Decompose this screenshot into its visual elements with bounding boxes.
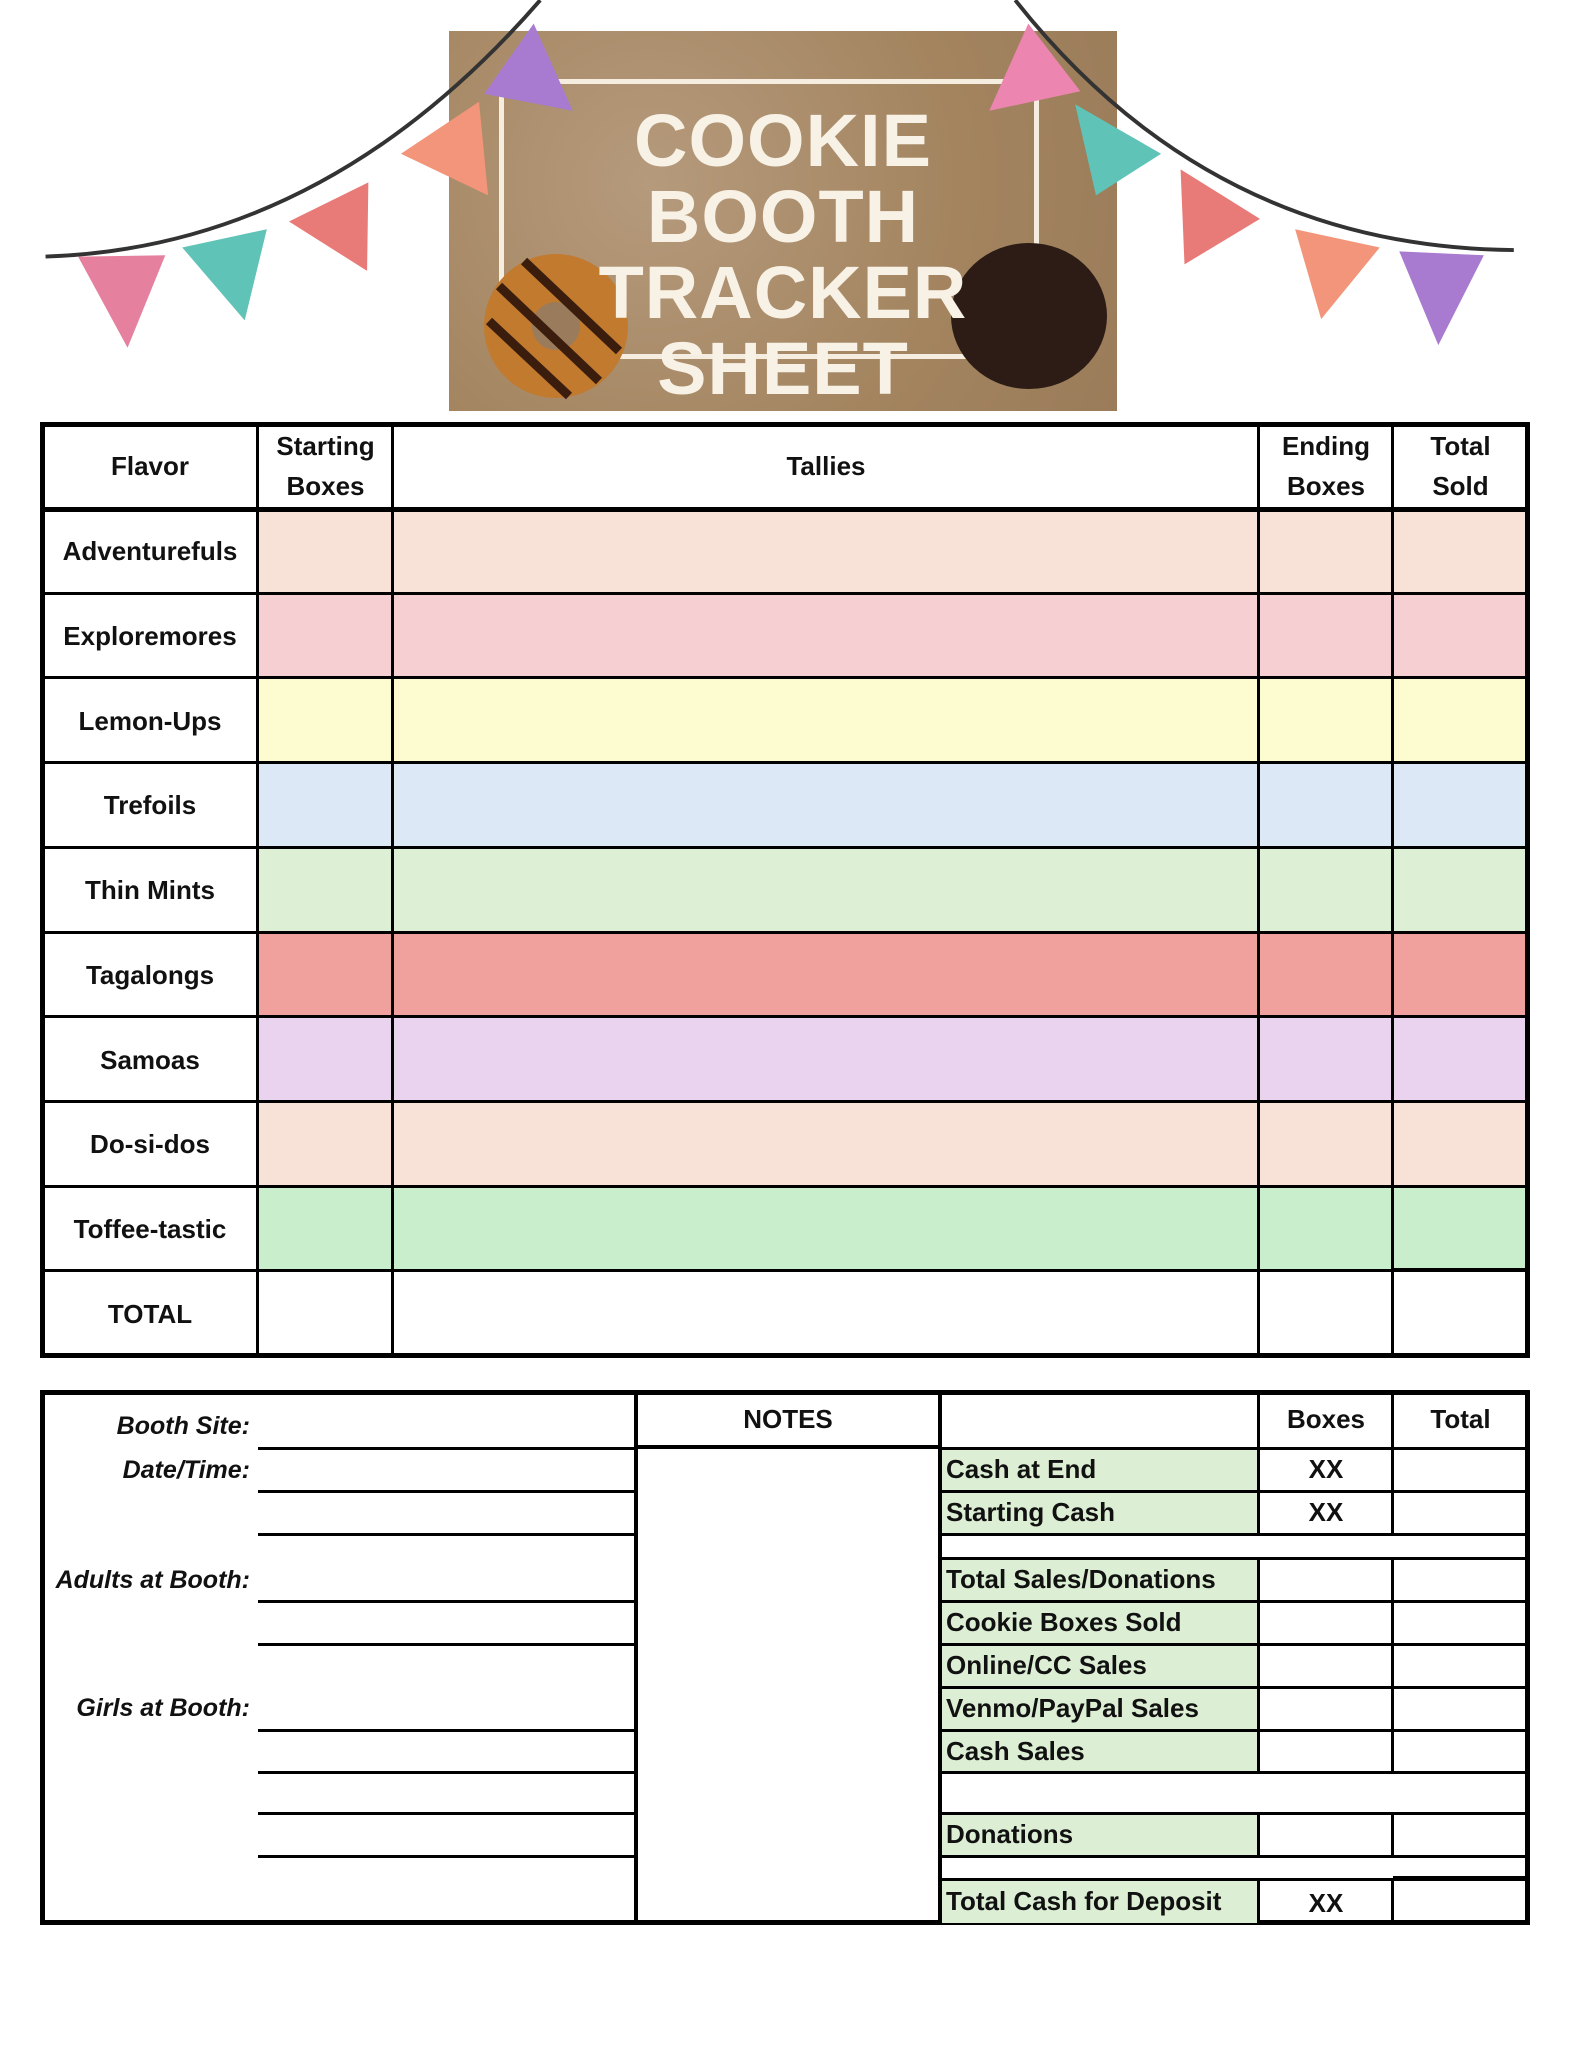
flavor-label: Trefoils [103, 790, 197, 821]
write-in-line [258, 1729, 636, 1732]
donations-label: Donations [942, 1814, 1257, 1855]
starting-boxes-cell[interactable] [258, 678, 393, 763]
col-boxes: Boxes [1286, 1403, 1366, 1434]
row-divider [42, 1269, 1528, 1272]
column-divider [1391, 422, 1394, 1358]
tallies-cell[interactable] [393, 1102, 1259, 1187]
section-divider [40, 1390, 45, 1925]
section-divider [634, 1390, 638, 1925]
row-divider [42, 1185, 1528, 1188]
summary-column-divider [1391, 1557, 1394, 1771]
row-divider [42, 676, 1528, 679]
header-total-sold [1393, 422, 1528, 509]
write-in-line [258, 1855, 636, 1858]
flavor-label: Samoas [100, 1044, 200, 1075]
summary-total-input[interactable] [1395, 1602, 1523, 1642]
ending-boxes-cell[interactable] [1259, 848, 1393, 933]
flavor-label: Exploremores [63, 621, 237, 652]
total-sold-cell[interactable] [1393, 848, 1528, 933]
booth-site-label: Booth Site: [116, 1412, 250, 1440]
section-border [42, 1920, 1528, 1925]
write-in-line [258, 1600, 636, 1603]
row-divider [42, 507, 1528, 512]
starting-boxes-cell[interactable] [258, 1017, 393, 1102]
column-divider [256, 422, 259, 1358]
header-ending-boxes [1259, 422, 1393, 509]
cash-at-end-boxes: XX [1308, 1454, 1344, 1484]
header-ending-line1: Ending [1281, 430, 1371, 461]
title-line-1: COOKIE BOOTH [634, 99, 932, 258]
cash-sales-label: Cash Sales [942, 1731, 1257, 1771]
summary-line [940, 1771, 1528, 1774]
summary-total-input[interactable] [1395, 1559, 1523, 1599]
tallies-cell[interactable] [393, 1017, 1259, 1102]
summary-column-divider [1257, 1390, 1260, 1533]
tallies-cell[interactable] [393, 763, 1259, 848]
total-cash-boxes: XX [1308, 1888, 1344, 1918]
banner-title [509, 99, 1057, 410]
summary-total-input[interactable] [1395, 1645, 1523, 1685]
header-starting-line1: Starting [276, 430, 375, 461]
summary-total-input[interactable] [1395, 1449, 1523, 1489]
ending-boxes-cell[interactable] [1259, 1271, 1393, 1356]
column-divider [391, 422, 394, 1358]
total-sold-cell[interactable] [1393, 763, 1528, 848]
starting-boxes-cell[interactable] [258, 594, 393, 679]
summary-total-input[interactable] [1395, 1492, 1523, 1532]
flavor-label: Thin Mints [85, 875, 215, 906]
tallies-cell[interactable] [393, 509, 1259, 594]
total-cash-label: Total Cash for Deposit [942, 1880, 1257, 1923]
write-in-line [258, 1771, 636, 1774]
tallies-cell[interactable] [393, 933, 1259, 1018]
header-flavor: Flavor [110, 450, 190, 481]
total-sold-cell[interactable] [1393, 594, 1528, 679]
flavor-label: Lemon-Ups [78, 705, 222, 736]
summary-total-input[interactable] [1395, 1814, 1523, 1854]
total-sold-cell[interactable] [1393, 1102, 1528, 1187]
starting-boxes-cell[interactable] [258, 1187, 393, 1272]
notes-area[interactable] [640, 1450, 936, 1920]
write-in-line [258, 1447, 636, 1450]
online-sales-label: Online/CC Sales [942, 1645, 1257, 1686]
starting-cash-label: Starting Cash [942, 1492, 1257, 1533]
table-border [42, 422, 1528, 427]
tallies-cell[interactable] [393, 594, 1259, 679]
ending-boxes-cell[interactable] [1259, 678, 1393, 763]
flavor-label: TOTAL [107, 1298, 193, 1329]
notes-header: NOTES [743, 1403, 833, 1434]
adults-label: Adults at Booth: [55, 1566, 250, 1594]
ending-boxes-cell[interactable] [1259, 594, 1393, 679]
starting-boxes-cell[interactable] [258, 1271, 393, 1356]
starting-boxes-cell[interactable] [258, 933, 393, 1018]
tallies-cell[interactable] [393, 1187, 1259, 1272]
ending-boxes-cell[interactable] [1259, 1102, 1393, 1187]
summary-column-divider [1391, 1812, 1394, 1855]
flavor-label: Toffee-tastic [73, 1213, 227, 1244]
total-sold-cell[interactable] [1393, 1017, 1528, 1102]
ending-boxes-cell[interactable] [1259, 1187, 1393, 1272]
ending-boxes-cell[interactable] [1259, 509, 1393, 594]
tallies-cell[interactable] [393, 678, 1259, 763]
ending-boxes-cell[interactable] [1259, 933, 1393, 1018]
summary-column-divider [1391, 1390, 1394, 1533]
write-in-line [258, 1490, 636, 1493]
flavor-label: Do-si-dos [90, 1129, 210, 1160]
header-total-line1: Total [1430, 430, 1491, 461]
total-sold-cell[interactable] [1393, 678, 1528, 763]
row-divider [42, 1100, 1528, 1103]
row-divider [42, 761, 1528, 764]
row-divider [42, 1015, 1528, 1018]
venmo-sales-label: Venmo/PayPal Sales [942, 1688, 1257, 1729]
header-ending-line2: Boxes [1286, 470, 1366, 501]
total-sold-border [1393, 1268, 1528, 1272]
flavor-label: Tagalongs [85, 959, 215, 990]
tallies-cell[interactable] [393, 848, 1259, 933]
starting-cash-boxes: XX [1308, 1497, 1344, 1527]
write-in-line [258, 1812, 636, 1815]
row-divider [42, 846, 1528, 849]
summary-column-divider [1257, 1557, 1260, 1771]
starting-boxes-cell[interactable] [258, 1102, 393, 1187]
summary-column-divider [1257, 1812, 1260, 1855]
summary-column-divider [1257, 1878, 1260, 1922]
total-sales-label: Total Sales/Donations [942, 1559, 1257, 1600]
summary-line [940, 1855, 1528, 1858]
ending-boxes-cell[interactable] [1259, 1017, 1393, 1102]
header-tallies: Tallies [786, 450, 866, 481]
row-divider [42, 592, 1528, 595]
girls-label: Girls at Booth: [76, 1694, 250, 1722]
summary-column-divider [1391, 1878, 1394, 1922]
header-starting-line2: Boxes [286, 470, 365, 501]
total-sold-cell[interactable] [1393, 509, 1528, 594]
column-divider [40, 422, 45, 1358]
header-total-line2: Sold [1432, 470, 1489, 501]
row-divider [42, 931, 1528, 934]
starting-boxes-cell[interactable] [258, 509, 393, 594]
title-banner [449, 31, 1117, 411]
ending-boxes-cell[interactable] [1259, 763, 1393, 848]
column-divider [1257, 422, 1260, 1358]
write-in-line [258, 1643, 636, 1646]
header-starting-boxes [258, 422, 393, 509]
summary-total-input[interactable] [1395, 1731, 1523, 1771]
cash-at-end-label: Cash at End [942, 1449, 1257, 1490]
tallies-cell[interactable] [393, 1271, 1259, 1356]
date-time-label: Date/Time: [122, 1456, 250, 1484]
write-in-line [258, 1533, 636, 1536]
column-divider [1525, 422, 1530, 1358]
starting-boxes-cell[interactable] [258, 848, 393, 933]
summary-total-input[interactable] [1395, 1880, 1523, 1920]
flavor-label: Adventurefuls [62, 536, 238, 567]
summary-line [940, 1533, 1528, 1536]
section-divider [1525, 1390, 1530, 1925]
title-line-2: TRACKER [598, 251, 968, 334]
col-total: Total [1430, 1403, 1491, 1434]
table-border [42, 1353, 1528, 1358]
total-sold-cell[interactable] [1393, 1187, 1528, 1272]
summary-total-input[interactable] [1395, 1688, 1523, 1728]
boxes-sold-label: Cookie Boxes Sold [942, 1602, 1257, 1643]
total-sold-cell[interactable] [1393, 1271, 1528, 1356]
total-sold-cell[interactable] [1393, 933, 1528, 1018]
starting-boxes-cell[interactable] [258, 763, 393, 848]
title-line-3: SHEET [657, 327, 909, 410]
